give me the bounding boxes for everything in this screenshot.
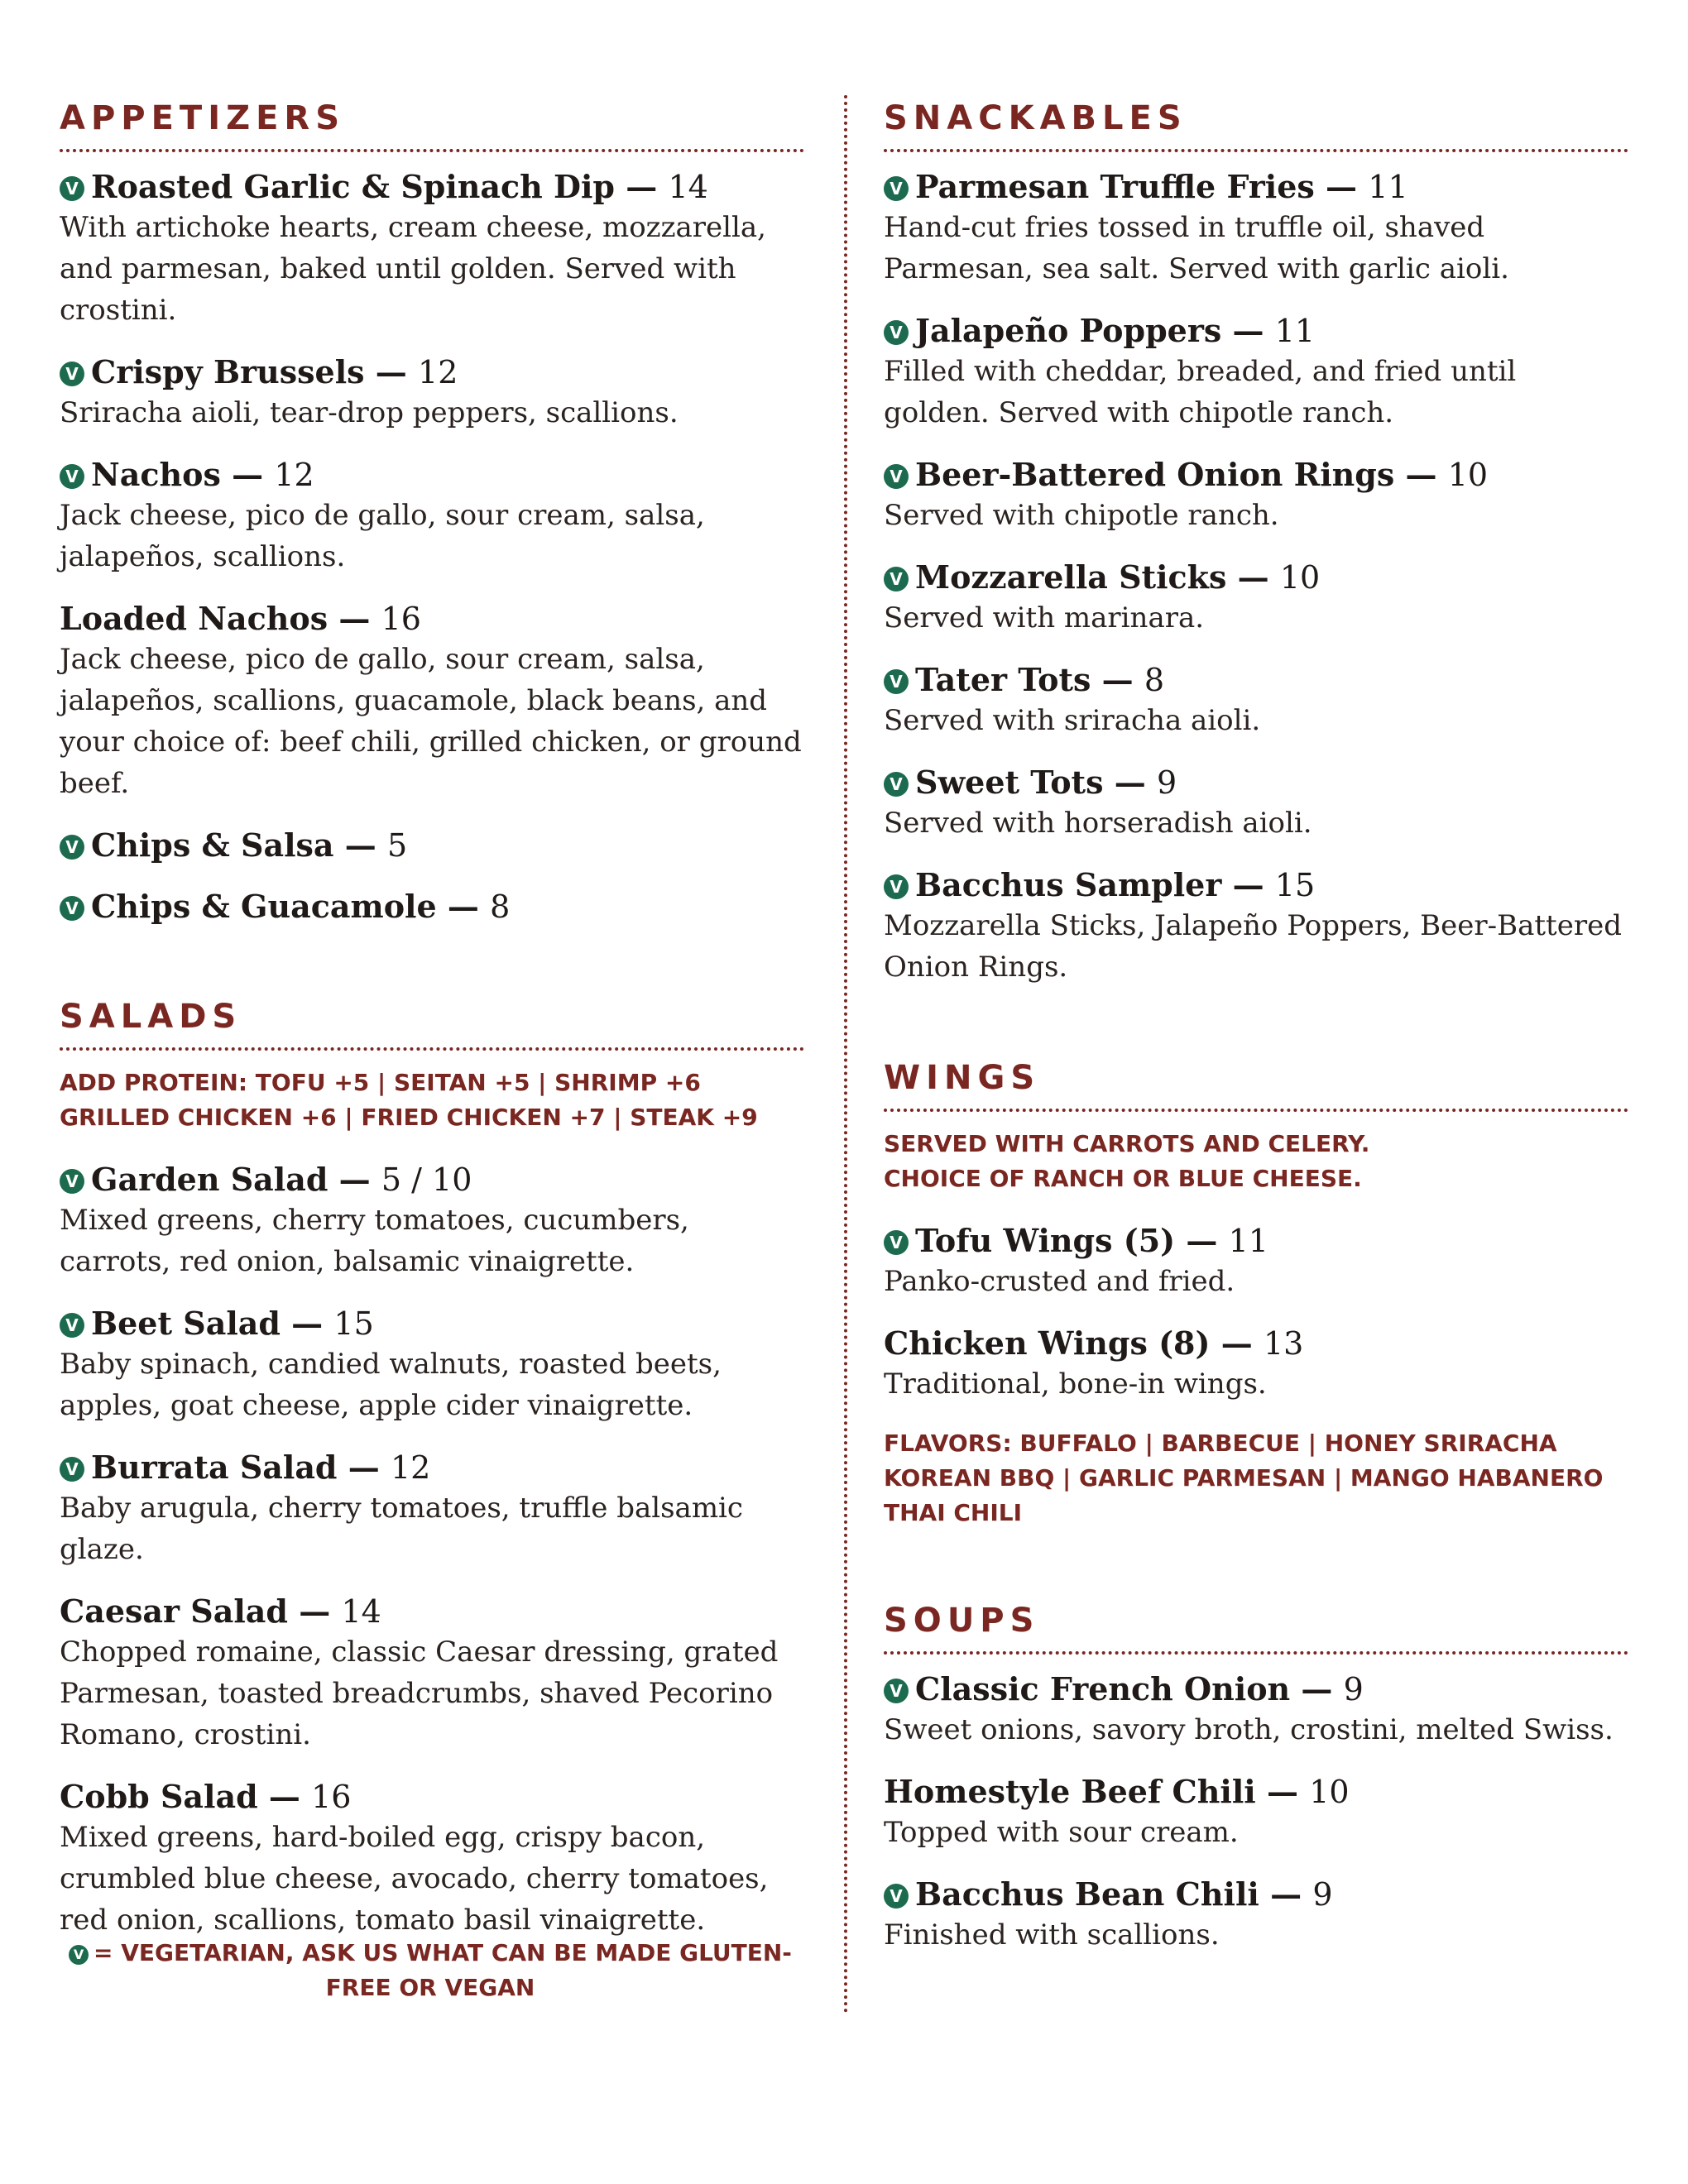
price-separator: — bbox=[1226, 558, 1280, 596]
menu-item bbox=[60, 1448, 804, 1570]
item-header bbox=[60, 1160, 804, 1200]
menu-item bbox=[884, 1221, 1628, 1302]
vegetarian-icon: V bbox=[884, 772, 909, 797]
section-divider bbox=[884, 149, 1628, 152]
item-name: Sweet Tots bbox=[915, 764, 1104, 801]
wings-note bbox=[884, 1127, 1628, 1196]
vegetarian-icon: V bbox=[884, 176, 909, 201]
menu-item bbox=[884, 1324, 1628, 1405]
item-header bbox=[60, 887, 804, 927]
menu-item bbox=[884, 311, 1628, 433]
item-price: 11 bbox=[1368, 169, 1408, 205]
item-description: Panko-crusted and fried. bbox=[884, 1265, 1235, 1298]
item-description: Served with horseradish aioli. bbox=[884, 807, 1312, 840]
item-price: 16 bbox=[381, 601, 421, 637]
item-description: Finished with scallions. bbox=[884, 1918, 1220, 1952]
vegetarian-icon: V bbox=[884, 1230, 909, 1255]
item-price: 14 bbox=[341, 1593, 381, 1630]
item-header bbox=[884, 455, 1628, 495]
menu-item bbox=[884, 558, 1628, 639]
item-price: 5 / 10 bbox=[381, 1161, 472, 1198]
item-name: Beet Salad bbox=[91, 1305, 281, 1342]
price-separator: — bbox=[364, 353, 419, 390]
item-header bbox=[60, 1592, 804, 1631]
item-name: Beer-Battered Onion Rings bbox=[915, 456, 1395, 493]
item-header bbox=[884, 1324, 1628, 1363]
price-separator: — bbox=[337, 1449, 391, 1486]
menu-item bbox=[884, 763, 1628, 844]
menu-item bbox=[884, 660, 1628, 741]
item-name: Classic French Onion bbox=[915, 1670, 1291, 1707]
item-price: 12 bbox=[390, 1449, 431, 1486]
item-price: 10 bbox=[1279, 559, 1321, 596]
item-price: 13 bbox=[1263, 1325, 1304, 1362]
vegetarian-icon: V bbox=[60, 362, 84, 386]
item-description: Filled with cheddar, breaded, and fried until golden. Served with chipotle ranch. bbox=[884, 355, 1517, 429]
item-description: Served with sriracha aioli. bbox=[884, 704, 1261, 737]
item-price: 15 bbox=[1274, 867, 1316, 903]
item-name: Tofu Wings (5) bbox=[915, 1222, 1176, 1259]
item-name: Cobb Salad bbox=[60, 1778, 258, 1815]
price-separator: — bbox=[288, 1592, 342, 1630]
item-name: Jalapeño Poppers bbox=[915, 312, 1222, 349]
price-separator: — bbox=[1210, 1324, 1264, 1362]
item-price: 8 bbox=[1144, 662, 1165, 698]
item-list bbox=[60, 1160, 804, 1941]
item-header bbox=[884, 763, 1628, 802]
wings-note-line: SERVED WITH CARROTS AND CELERY. bbox=[884, 1130, 1370, 1157]
item-price: 9 bbox=[1156, 764, 1177, 801]
price-separator: — bbox=[1259, 1875, 1313, 1913]
item-header bbox=[884, 1221, 1628, 1261]
salads-section bbox=[60, 996, 804, 1941]
menu-item bbox=[60, 1777, 804, 1941]
price-separator: — bbox=[1175, 1222, 1229, 1259]
vegetarian-icon: V bbox=[60, 176, 84, 201]
item-description: Jack cheese, pico de gallo, sour cream, salsa, jalapeños, scallions, guacamole, black beans, and your choice of: beef chili, grilled chicken, or ground beef. bbox=[60, 643, 802, 800]
item-price: 11 bbox=[1274, 313, 1316, 349]
flavors-line: FLAVORS: BUFFALO | BARBECUE | HONEY SRIRACHA bbox=[884, 1430, 1557, 1457]
item-header bbox=[60, 1448, 804, 1487]
vegetarian-icon: V bbox=[884, 320, 909, 345]
item-name: Parmesan Truffle Fries bbox=[915, 168, 1315, 205]
protein-note-line: ADD PROTEIN: TOFU +5 | SEITAN +5 | SHRIMP +6 bbox=[60, 1069, 701, 1096]
left-column bbox=[60, 98, 804, 1962]
item-description: Baby spinach, candied walnuts, roasted beets, apples, goat cheese, apple cider vinaigrette. bbox=[60, 1348, 722, 1422]
menu-item bbox=[60, 1592, 804, 1755]
menu-item bbox=[884, 1875, 1628, 1956]
item-price: 11 bbox=[1228, 1223, 1268, 1259]
item-name: Chips & Guacamole bbox=[91, 888, 437, 925]
item-list bbox=[884, 1669, 1628, 1956]
section-title: SOUPS bbox=[884, 1602, 1040, 1640]
vegetarian-icon: V bbox=[884, 1884, 909, 1909]
price-separator: — bbox=[1091, 661, 1144, 698]
price-separator: — bbox=[328, 600, 381, 637]
legend-text: = VEGETARIAN, ASK US WHAT CAN BE MADE GLUTEN-FREE OR VEGAN bbox=[94, 1939, 792, 2001]
item-description: Mozzarella Sticks, Jalapeño Poppers, Beer-Battered Onion Rings. bbox=[884, 909, 1622, 984]
item-description: Served with marinara. bbox=[884, 601, 1205, 635]
item-description: Hand-cut fries tossed in truffle oil, shaved Parmesan, sea salt. Served with garlic aioli. bbox=[884, 211, 1509, 285]
menu-item bbox=[60, 1160, 804, 1282]
item-name: Mozzarella Sticks bbox=[915, 558, 1227, 596]
item-description: Traditional, bone-in wings. bbox=[884, 1367, 1267, 1401]
menu-item bbox=[60, 1304, 804, 1426]
menu-item bbox=[884, 167, 1628, 290]
item-header bbox=[60, 1304, 804, 1343]
vegetarian-icon: V bbox=[884, 464, 909, 489]
item-name: Crispy Brussels bbox=[91, 353, 365, 390]
item-header bbox=[60, 1777, 804, 1817]
item-list bbox=[884, 167, 1628, 988]
section-title: APPETIZERS bbox=[60, 99, 346, 137]
vegetarian-icon: V bbox=[60, 896, 84, 921]
item-description: With artichoke hearts, cream cheese, mozzarella, and parmesan, baked until golden. Served with crostini. bbox=[60, 211, 766, 327]
item-header bbox=[60, 599, 804, 639]
wing-flavors bbox=[884, 1426, 1628, 1530]
item-price: 16 bbox=[311, 1779, 352, 1815]
item-description: Jack cheese, pico de gallo, sour cream, salsa, jalapeños, scallions. bbox=[60, 499, 705, 573]
item-header bbox=[884, 660, 1628, 700]
item-price: 8 bbox=[490, 888, 511, 925]
item-price: 14 bbox=[668, 169, 708, 205]
item-description: Served with chipotle ranch. bbox=[884, 499, 1279, 532]
wings-section bbox=[884, 1057, 1628, 1530]
price-separator: — bbox=[280, 1305, 334, 1342]
section-title: SNACKABLES bbox=[884, 99, 1187, 137]
item-name: Roasted Garlic & Spinach Dip bbox=[91, 168, 615, 205]
item-name: Nachos bbox=[91, 456, 221, 493]
snackables-section bbox=[884, 98, 1628, 988]
item-description: Topped with sour cream. bbox=[884, 1816, 1239, 1849]
item-price: 12 bbox=[274, 457, 314, 493]
column-divider bbox=[844, 95, 847, 2014]
item-header bbox=[884, 865, 1628, 905]
price-separator: — bbox=[1290, 1670, 1344, 1707]
vegetarian-icon: V bbox=[60, 1457, 84, 1482]
item-header bbox=[884, 1669, 1628, 1709]
price-separator: — bbox=[1103, 764, 1157, 801]
section-title: SALADS bbox=[60, 998, 242, 1036]
price-separator: — bbox=[1221, 866, 1275, 903]
section-divider bbox=[60, 1047, 804, 1051]
menu-item bbox=[60, 826, 804, 865]
price-separator: — bbox=[328, 1161, 381, 1198]
protein-note bbox=[60, 1066, 804, 1135]
price-separator: — bbox=[1394, 456, 1448, 493]
item-price: 15 bbox=[333, 1305, 374, 1342]
vegetarian-legend bbox=[41, 1936, 819, 2005]
price-separator: — bbox=[1255, 1773, 1310, 1810]
item-list bbox=[884, 1221, 1628, 1405]
price-separator: — bbox=[220, 456, 275, 493]
item-name: Loaded Nachos bbox=[60, 600, 328, 637]
price-separator: — bbox=[333, 826, 388, 864]
item-name: Chicken Wings (8) bbox=[884, 1324, 1211, 1362]
menu-item bbox=[60, 352, 804, 433]
item-header bbox=[884, 558, 1628, 597]
vegetarian-icon: V bbox=[60, 464, 84, 489]
item-name: Homestyle Beef Chili bbox=[884, 1773, 1256, 1810]
vegetarian-icon: V bbox=[884, 1679, 909, 1703]
item-header bbox=[60, 826, 804, 865]
item-price: 9 bbox=[1312, 1876, 1333, 1913]
vegetarian-icon: V bbox=[69, 1945, 89, 1965]
item-price: 9 bbox=[1343, 1671, 1364, 1707]
item-description: Sriracha aioli, tear-drop peppers, scallions. bbox=[60, 396, 679, 429]
menu-item bbox=[884, 455, 1628, 536]
item-description: Sweet onions, savory broth, crostini, melted Swiss. bbox=[884, 1713, 1614, 1746]
item-name: Tater Tots bbox=[915, 661, 1091, 698]
item-header bbox=[60, 167, 804, 207]
item-price: 10 bbox=[1309, 1774, 1350, 1810]
item-header bbox=[60, 352, 804, 392]
item-name: Garden Salad bbox=[91, 1161, 328, 1198]
menu-item bbox=[60, 455, 804, 577]
vegetarian-icon: V bbox=[60, 1169, 84, 1194]
wings-note-line: CHOICE OF RANCH OR BLUE CHEESE. bbox=[884, 1165, 1362, 1192]
item-name: Bacchus Sampler bbox=[915, 866, 1222, 903]
vegetarian-icon: V bbox=[60, 1313, 84, 1338]
vegetarian-icon: V bbox=[60, 835, 84, 860]
section-divider bbox=[884, 1109, 1628, 1112]
item-header bbox=[60, 455, 804, 495]
item-description: Mixed greens, cherry tomatoes, cucumbers, carrots, red onion, balsamic vinaigrette. bbox=[60, 1204, 689, 1278]
item-description: Mixed greens, hard-boiled egg, crispy bacon, crumbled blue cheese, avocado, cherry tomatoes, red onion, scallions, tomato basil vinaigrette. bbox=[60, 1821, 769, 1937]
flavors-line: THAI CHILI bbox=[884, 1499, 1023, 1526]
menu-item bbox=[884, 1669, 1628, 1751]
item-header bbox=[884, 311, 1628, 351]
section-divider bbox=[884, 1651, 1628, 1655]
menu-item bbox=[60, 887, 804, 927]
menu-item bbox=[884, 865, 1628, 988]
item-name: Chips & Salsa bbox=[91, 826, 334, 864]
section-divider bbox=[60, 149, 804, 152]
item-header bbox=[884, 1875, 1628, 1914]
item-list bbox=[60, 167, 804, 927]
vegetarian-icon: V bbox=[884, 567, 909, 592]
vegetarian-icon: V bbox=[884, 669, 909, 694]
item-price: 12 bbox=[418, 354, 458, 390]
price-separator: — bbox=[1314, 168, 1369, 205]
appetizers-section bbox=[60, 98, 804, 927]
flavors-line: KOREAN BBQ | GARLIC PARMESAN | MANGO HABANERO bbox=[884, 1464, 1604, 1492]
menu-item bbox=[60, 167, 804, 331]
item-description: Baby arugula, cherry tomatoes, truffle balsamic glaze. bbox=[60, 1492, 743, 1566]
protein-note-line: GRILLED CHICKEN +6 | FRIED CHICKEN +7 | STEAK +9 bbox=[60, 1104, 758, 1131]
item-name: Bacchus Bean Chili bbox=[915, 1875, 1259, 1913]
item-price: 5 bbox=[387, 827, 408, 864]
menu-item bbox=[884, 1772, 1628, 1853]
item-description: Chopped romaine, classic Caesar dressing, grated Parmesan, toasted breadcrumbs, shaved Pecorino Romano, crostini. bbox=[60, 1636, 779, 1751]
price-separator: — bbox=[1221, 312, 1275, 349]
item-header bbox=[884, 1772, 1628, 1812]
vegetarian-icon: V bbox=[884, 874, 909, 899]
price-separator: — bbox=[257, 1778, 312, 1815]
price-separator: — bbox=[436, 888, 491, 925]
soups-section bbox=[884, 1600, 1628, 1956]
section-title: WINGS bbox=[884, 1059, 1041, 1097]
right-column bbox=[884, 98, 1628, 1977]
item-header bbox=[884, 167, 1628, 207]
price-separator: — bbox=[615, 168, 669, 205]
menu-item bbox=[60, 599, 804, 804]
item-name: Burrata Salad bbox=[91, 1449, 338, 1486]
item-price: 10 bbox=[1447, 457, 1489, 493]
item-name: Caesar Salad bbox=[60, 1592, 289, 1630]
